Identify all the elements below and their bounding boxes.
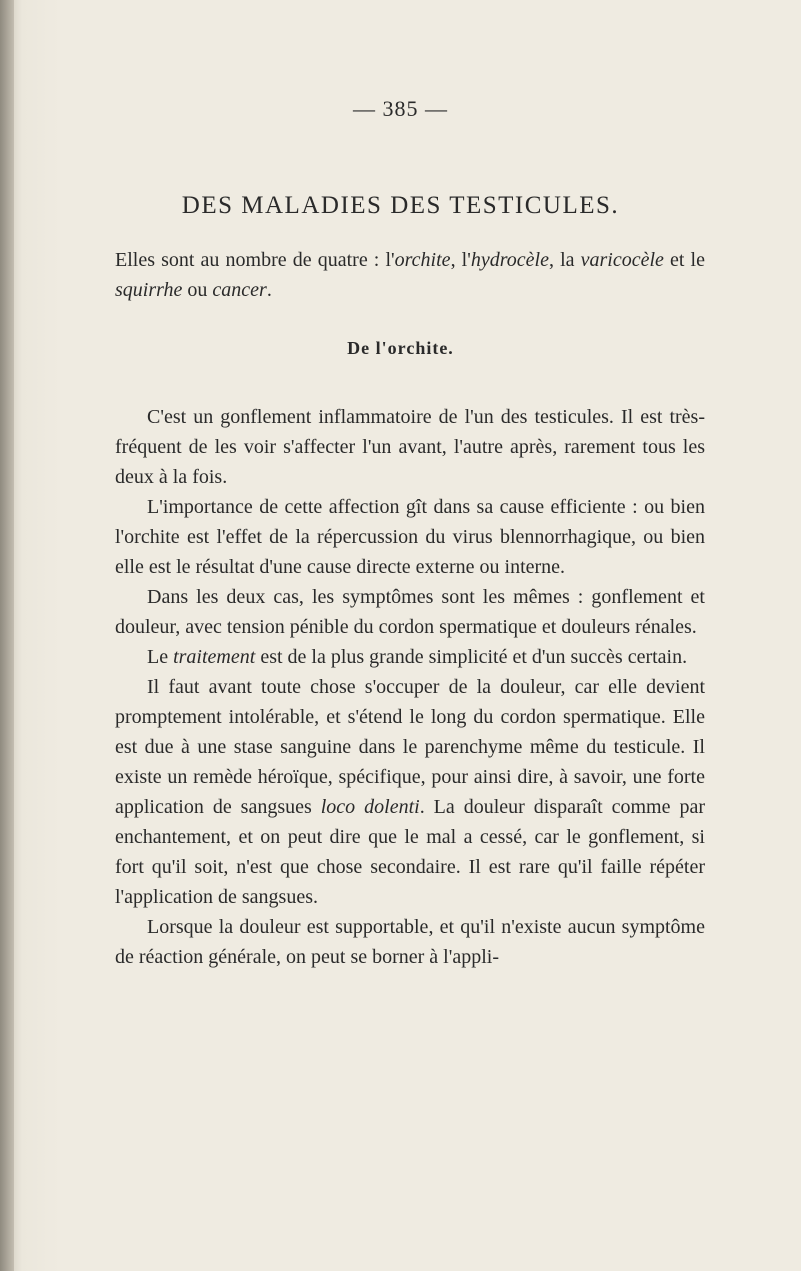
paragraph-6: Lorsque la douleur est supportable, et qu'il n'existe aucun symptôme de réaction générale, on peut se borner à l'appli- xyxy=(115,916,705,968)
page-binding-shadow xyxy=(0,0,14,1271)
chapter-title: DES MALADIES DES TESTICULES. xyxy=(181,192,620,219)
term-squirrhe: squirrhe xyxy=(115,279,183,301)
section-title: De l'orchite. xyxy=(347,338,454,358)
term-cancer: cancer xyxy=(212,279,267,301)
paragraph-1: C'est un gonflement inflammatoire de l'un des testicules. Il est très-fréquent de les voir s'affecter l'un avant, l'autre après, rarement tous les deux à la fois. xyxy=(115,406,705,488)
term-loco-dolenti: loco dolenti xyxy=(320,796,420,818)
paragraph-2: L'importance de cette affection gît dans sa cause efficiente : ou bien l'orchite est l'effet de la répercussion du virus blennorrhagique, ou bien elle est le résultat d'une cause directe externe ou interne. xyxy=(115,496,705,578)
term-hydrocele: hydrocèle xyxy=(470,249,549,271)
intro-paragraph: Elles sont au nombre de quatre : l'orchite, l'hydrocèle, la varicocèle et le squirrhe ou cancer. xyxy=(115,249,705,301)
term-orchite: orchite xyxy=(394,249,451,271)
paragraph-4: Le traitement est de la plus grande simplicité et d'un succès certain. xyxy=(147,646,688,668)
paragraph-3: Dans les deux cas, les symptômes sont les mêmes : gonflement et douleur, avec tension pénible du cordon spermatique et douleurs rénales. xyxy=(115,586,705,638)
section-body xyxy=(115,402,705,972)
term-traitement: traitement xyxy=(173,646,256,668)
term-varicocele: varicocèle xyxy=(580,249,664,271)
page-number: — 385 — xyxy=(353,96,448,121)
paragraph-5: Il faut avant toute chose s'occuper de la douleur, car elle devient promptement intolérable, et s'étend le long du cordon spermatique. Elle est due à une stase sanguine dans le parenchyme même du testicule. Il existe un remède héroïque, spécifique, pour ainsi dire, à savoir, une forte application de sangsues loco dolenti. La douleur disparaît comme par enchantement, et on peut dire que le mal a cessé, car le gonflement, si fort qu'il soit, n'est que chose secondaire. Il est rare qu'il faille répéter l'application de sangsues. xyxy=(115,676,705,908)
